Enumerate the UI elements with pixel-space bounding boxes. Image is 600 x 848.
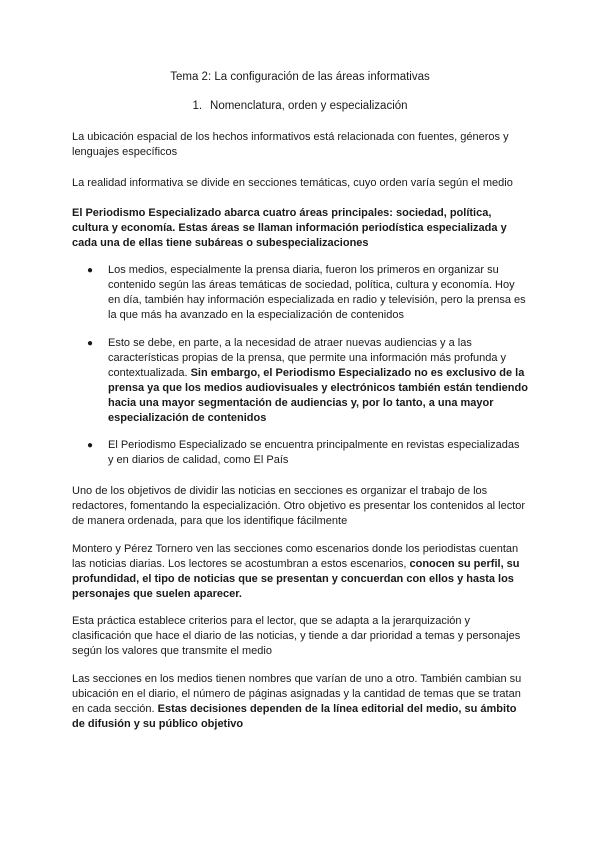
bullet-text-2-normal: Esto se debe, en parte, a la necesidad de atraer nuevas audiencias y a las características propias de la prensa, que permite una información más profunda y contextualizada. [108, 337, 507, 379]
bullet-icon: ● [87, 265, 94, 276]
bullet-text-3: El Periodismo Especializado se encuentra principalmente en revistas especializadas y en diarios de calidad, como El País [108, 439, 520, 466]
paragraph-4: Uno de los objetivos de dividir las noticias en secciones es organizar el trabajo de los redactores, fomentando la especialización. Otro objetivo es presentar los contenidos al lector de manera ordenada, para que los identifique fácilmente [72, 485, 526, 527]
section-number: 1. [192, 100, 203, 112]
section-heading [0, 99, 600, 114]
bullet-text-1: Los medios, especialmente la prensa diaria, fueron los primeros en organizar su contenido según las áreas temáticas de sociedad, política, cultura y economía. Hoy en día, también hay información especializada en radio y televisión, pero la prensa es la que más ha avanzado en la especialización de contenidos [108, 264, 526, 321]
paragraph-3: El Periodismo Especializado abarca cuatro áreas principales: sociedad, política, cultura y economía. Estas áreas se llaman información periodística especializada y cada una de ellas tiene subáreas o subespecializaciones [72, 207, 507, 249]
paragraph-5-bold: conocen su perfil, su profundidad, el tipo de noticias que se presentan y concuerdan con ellos y hasta los personajes que suelen aparecer. [72, 558, 520, 600]
document-title: Tema 2: La configuración de las áreas informativas [170, 71, 430, 83]
paragraph-7-bold: Estas decisiones dependen de la línea editorial del medio, su ámbito de difusión y su público objetivo [72, 703, 517, 730]
paragraph-6: Esta práctica establece criterios para el lector, que se adapta a la jerarquización y clasificación que hace el diario de las noticias, y tiende a dar prioridad a temas y personajes según los valores que transmite el medio [72, 615, 521, 657]
paragraph-1: La ubicación espacial de los hechos informativos está relacionada con fuentes, géneros y lenguajes específicos [72, 131, 509, 158]
section-title: Nomenclatura, orden y especialización [210, 100, 408, 112]
bullet-item-1 [72, 263, 532, 323]
bullet-text-2 [108, 336, 528, 426]
paragraph-7 [72, 672, 532, 732]
paragraph-7-normal: Las secciones en los medios tienen nombres que varían de uno a otro. También cambian su ubicación en el diario, el número de páginas asignadas y la cantidad de temas que se tratan en cada sección. [72, 673, 522, 715]
paragraph-5-normal: Montero y Pérez Tornero ven las secciones como escenarios donde los periodistas cuentan las noticias diarias. Los lectores se acostumbran a estos escenarios, [72, 543, 519, 570]
bullet-icon: ● [87, 440, 94, 451]
bullet-item-3 [72, 438, 532, 468]
bullet-icon: ● [87, 338, 94, 349]
paragraph-5 [72, 542, 532, 602]
paragraph-2: La realidad informativa se divide en secciones temáticas, cuyo orden varía según el medio [72, 177, 513, 189]
bullet-text-2-bold: Sin embargo, el Periodismo Especializado no es exclusivo de la prensa ya que los medios audiovisuales y electrónicos también están tendiendo hacia una mayor segmentación de audiencias y, por lo tanto, a una mayor especialización de contenidos [108, 367, 528, 424]
bullet-item-2 [72, 336, 532, 426]
